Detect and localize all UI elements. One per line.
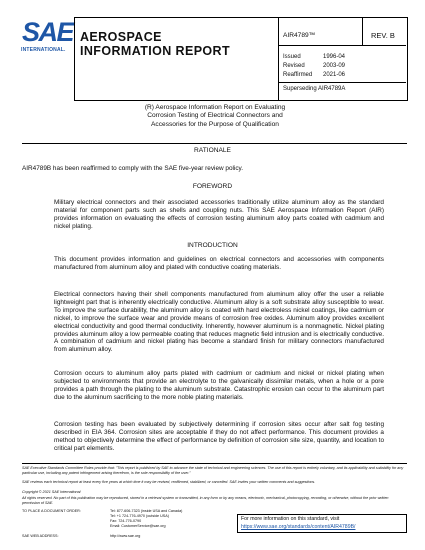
document-title-line: (R) Aerospace Information Report on Evaluating xyxy=(144,104,286,111)
header-divider xyxy=(278,82,406,83)
logo-brand: SAE xyxy=(22,17,74,47)
introduction-paragraph: Electrical connectors having their shell components manufactured from aluminum alloy offer the user a reliable lightweight part that is inherently electrically conductive. Aluminum alloy is a soft substrate alloy susceptible to wear. To improve the surface durability, the aluminum alloy is coated with hard electroless nickel coatings, like cadmium or nickel, to improve the surface wear and provide means of corrosion free oxides. Aluminum alloy provides excellent electrical conductivity and good thermal conductivity. Inherently, however aluminum is a nonmagnetic. Nickel plating provides aluminum alloy a low permeable coating that reduces magnetic field intrusion and is electrically conductive. A combination of cadmium and nickel plating has become a standard finish for military connectors manufactured from aluminum alloy. xyxy=(54,291,384,354)
title-line: INFORMATION REPORT xyxy=(80,44,231,58)
section-rule xyxy=(22,143,407,144)
standard-link[interactable]: https://www.sae.org/standards/content/AIR4789B/ xyxy=(241,524,356,530)
order-fax: Fax: 724-776-0790 xyxy=(110,519,142,523)
superseding-note: Superseding AIR4789A xyxy=(283,86,346,92)
document-title-line: Corrosion Testing of Electrical Connectors and xyxy=(147,112,283,120)
header-divider xyxy=(278,17,279,100)
title-line: AEROSPACE xyxy=(80,30,162,44)
footer-review: SAE reviews each technical report at least every five years at which time it may be revised, reaffirmed, stabilized, or cancelled. SAE invites your written comments and suggestions. xyxy=(22,480,316,484)
web-label: SAE WEB ADDRESS: xyxy=(22,534,59,538)
order-label: TO PLACE A DOCUMENT ORDER: xyxy=(22,509,81,513)
document-type-title xyxy=(80,30,230,58)
introduction-paragraph: Corrosion occurs to aluminum alloy parts plated with cadmium or cadmium and nickel or nickel plating when subjected to environments that provide an electrolyte to the galvanically dissimilar metals, when a hole or a pore provides a path through the plating to the aluminum substrate. Catastrophic erosion can occur to the aluminum part due to the aluminum sacrificing to the more noble plating materials. xyxy=(54,370,384,401)
revised-date: 2003-09 xyxy=(323,63,346,69)
introduction-paragraph: Corrosion testing has been evaluated by subjectively determining if corrosion sites occur after salt fog testing described in EIA 364. Corrosion sites are acceptable if they do not affect performance. This document provides a method to objectively determine the effect of performance by definition of corrosion site size, quantity, and location to critical part elements. xyxy=(54,421,384,452)
footer-policy: SAE Executive Standards Committee Rules provide that: "This report is published by SAE to advance the state of technical and engineering sciences. The use of this report is entirely voluntary, and its applicability and suitability for any particular use, including any patent infringement arising therefrom, is the sole responsibility of the user." xyxy=(22,466,404,475)
order-email[interactable]: Email: CustomerService@sae.org xyxy=(110,524,166,528)
introduction-paragraph: This document provides information and guidelines on electrical connectors and accessories with components manufactured from aluminum alloy and plated with conductive coating materials. xyxy=(54,256,384,271)
introduction-heading: INTRODUCTION xyxy=(187,242,238,249)
revision-label: REV. B xyxy=(371,31,395,40)
footer-rule xyxy=(22,463,407,464)
issued-label: Issued xyxy=(283,54,301,60)
rationale-text: AIR4789B has been reaffirmed to comply with the SAE five-year review policy. xyxy=(22,165,244,172)
document-number: AIR4789™ xyxy=(283,32,316,39)
issued-date: 1996-04 xyxy=(323,54,346,60)
reaffirmed-label: Reaffirmed xyxy=(283,72,313,78)
document-title-line: Accessories for the Purpose of Qualification xyxy=(151,120,279,128)
header-divider xyxy=(362,17,363,45)
web-link[interactable]: http://www.sae.org xyxy=(110,534,141,538)
rationale-heading: RATIONALE xyxy=(194,147,231,154)
order-tel: Tel: 877-606-7323 (inside USA and Canada) xyxy=(110,509,183,513)
document-title xyxy=(90,104,340,129)
more-info-text: For more information on this standard, visit xyxy=(241,516,340,522)
reaffirmed-date: 2021-06 xyxy=(323,72,346,78)
foreword-text: Military electrical connectors and their associated accessories traditionally utilize aluminum alloy as the standard material for component parts such as shells and coupling nuts. This SAE Aerospace Information Report (AIR) provides information on evaluating the effects of corrosion testing aluminum alloy parts coated with cadmium and nickel plating. xyxy=(54,199,384,230)
footer-rights: All rights reserved. No part of this publication may be reproduced, stored in a retrieval system or transmitted, in any form or by any means, electronic, mechanical, photocopying, recording, or otherwise, without the prior written permission of SAE. xyxy=(22,496,389,505)
foreword-heading: FOREWORD xyxy=(192,183,233,190)
order-tel-intl: Tel: +1 724-776-4970 (outside USA) xyxy=(110,514,169,518)
revised-label: Revised xyxy=(283,63,305,69)
footer-copyright: Copyright © 2021 SAE International xyxy=(22,490,81,494)
sae-logo xyxy=(21,17,74,53)
logo-tagline: INTERNATIONAL. xyxy=(21,47,66,53)
header-divider xyxy=(278,45,406,46)
